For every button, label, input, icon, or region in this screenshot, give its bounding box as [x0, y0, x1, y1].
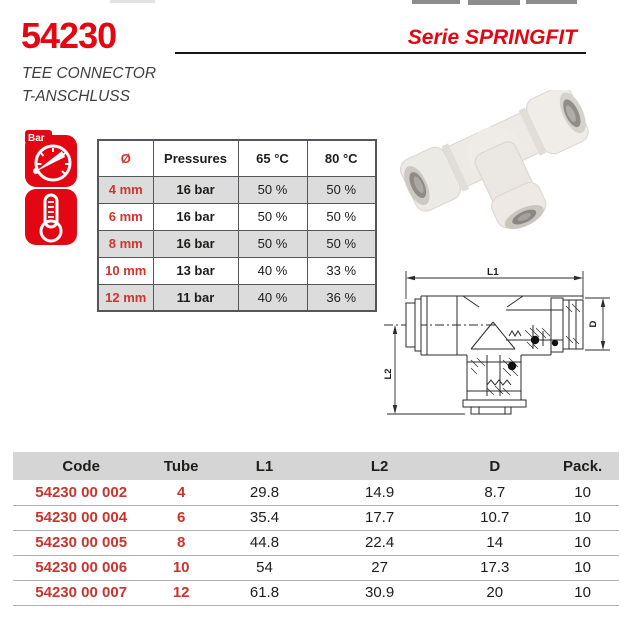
pressure-table [97, 139, 377, 312]
cell-d: 17.3 [480, 559, 510, 576]
cell-l2: 30.9 [365, 584, 395, 601]
cell-diameter: 12 mm [98, 284, 153, 311]
cell-d: 14 [486, 534, 504, 551]
header-rule [175, 52, 586, 54]
cell-pressure: 16 bar [153, 176, 238, 203]
bar-icon-label: Bar [28, 133, 45, 144]
cell-code: 54230 00 007 [35, 584, 128, 601]
page-crop-artifact [468, 0, 520, 5]
table-row [98, 230, 376, 257]
cell-65c: 50 % [238, 203, 307, 230]
cell-tube: 10 [172, 559, 190, 576]
dimensions-table-header-row [13, 452, 619, 480]
cell-80c: 36 % [307, 284, 376, 311]
series-title: Serie SPRINGFIT [407, 26, 577, 49]
cell-pack: 10 [574, 559, 591, 576]
col-l1: L1 [255, 457, 274, 475]
cell-l2: 27 [371, 559, 388, 576]
cell-pack: 10 [574, 483, 591, 501]
col-l2: L2 [370, 457, 389, 475]
col-pack: Pack. [563, 457, 603, 475]
cell-80c: 50 % [307, 203, 376, 230]
table-row [13, 480, 619, 505]
col-pressures: Pressures [153, 140, 238, 176]
table-row [13, 580, 619, 605]
dim-label-l1: L1 [487, 267, 499, 278]
col-80c: 80 °C [307, 140, 376, 176]
col-65c: 65 °C [238, 140, 307, 176]
cell-code: 54230 00 005 [35, 534, 128, 551]
cell-l2: 14.9 [365, 483, 395, 501]
cell-pack: 10 [574, 584, 591, 601]
cell-diameter: 6 mm [98, 203, 153, 230]
cell-tube: 4 [176, 483, 186, 501]
cell-d: 8.7 [484, 483, 506, 501]
dim-label-l2: L2 [383, 368, 394, 380]
cell-80c: 50 % [307, 230, 376, 257]
table-row [13, 505, 619, 530]
cell-l2: 22.4 [365, 534, 395, 551]
col-code: Code [62, 457, 100, 475]
col-diameter: Ø [98, 140, 153, 176]
page-crop-artifact [412, 0, 460, 4]
cell-l1: 35.4 [249, 509, 280, 526]
col-tube: Tube [163, 457, 199, 475]
cell-d: 10.7 [480, 509, 510, 526]
technical-drawing [383, 256, 635, 422]
pressure-gauge-icon [24, 130, 80, 188]
cell-pressure: 11 bar [153, 284, 238, 311]
product-title-de: T-ANSCHLUSS [22, 88, 130, 105]
cell-l1: 61.8 [249, 584, 280, 601]
cell-80c: 50 % [307, 176, 376, 203]
cell-l1: 29.8 [249, 483, 280, 501]
cell-pack: 10 [574, 534, 591, 551]
col-d: D [489, 457, 501, 475]
cell-65c: 40 % [238, 284, 307, 311]
cell-l1: 54 [256, 559, 273, 576]
cell-code: 54230 00 002 [35, 483, 128, 501]
page-crop-artifact [110, 0, 155, 3]
cell-diameter: 10 mm [98, 257, 153, 284]
table-row [98, 284, 376, 311]
thermometer-icon [24, 188, 78, 246]
cell-d: 20 [486, 584, 504, 601]
cell-diameter: 4 mm [98, 176, 153, 203]
product-title-en: TEE CONNECTOR [22, 65, 157, 82]
cell-tube: 12 [172, 584, 190, 601]
table-row [98, 203, 376, 230]
cell-code: 54230 00 006 [35, 559, 128, 576]
cell-code: 54230 00 004 [35, 509, 128, 526]
product-subtitle [22, 62, 156, 108]
page-crop-artifact [526, 0, 577, 4]
table-row [98, 257, 376, 284]
cell-80c: 33 % [307, 257, 376, 284]
cell-l1: 44.8 [249, 534, 280, 551]
pressure-table-header-row [98, 140, 376, 176]
cell-65c: 50 % [238, 176, 307, 203]
dim-label-d: D [588, 320, 599, 328]
cell-pressure: 13 bar [153, 257, 238, 284]
table-row [13, 530, 619, 555]
product-photo [398, 90, 630, 250]
product-code-title: 54230 [21, 15, 117, 56]
cell-pressure: 16 bar [153, 230, 238, 257]
cell-pressure: 16 bar [153, 203, 238, 230]
dimensions-table [13, 452, 619, 606]
cell-tube: 8 [176, 534, 186, 551]
cell-pack: 10 [574, 509, 591, 526]
cell-65c: 50 % [238, 230, 307, 257]
table-row [13, 555, 619, 580]
table-row [98, 176, 376, 203]
cell-l2: 17.7 [365, 509, 395, 526]
cell-tube: 6 [176, 509, 186, 526]
cell-65c: 40 % [238, 257, 307, 284]
cell-diameter: 8 mm [98, 230, 153, 257]
